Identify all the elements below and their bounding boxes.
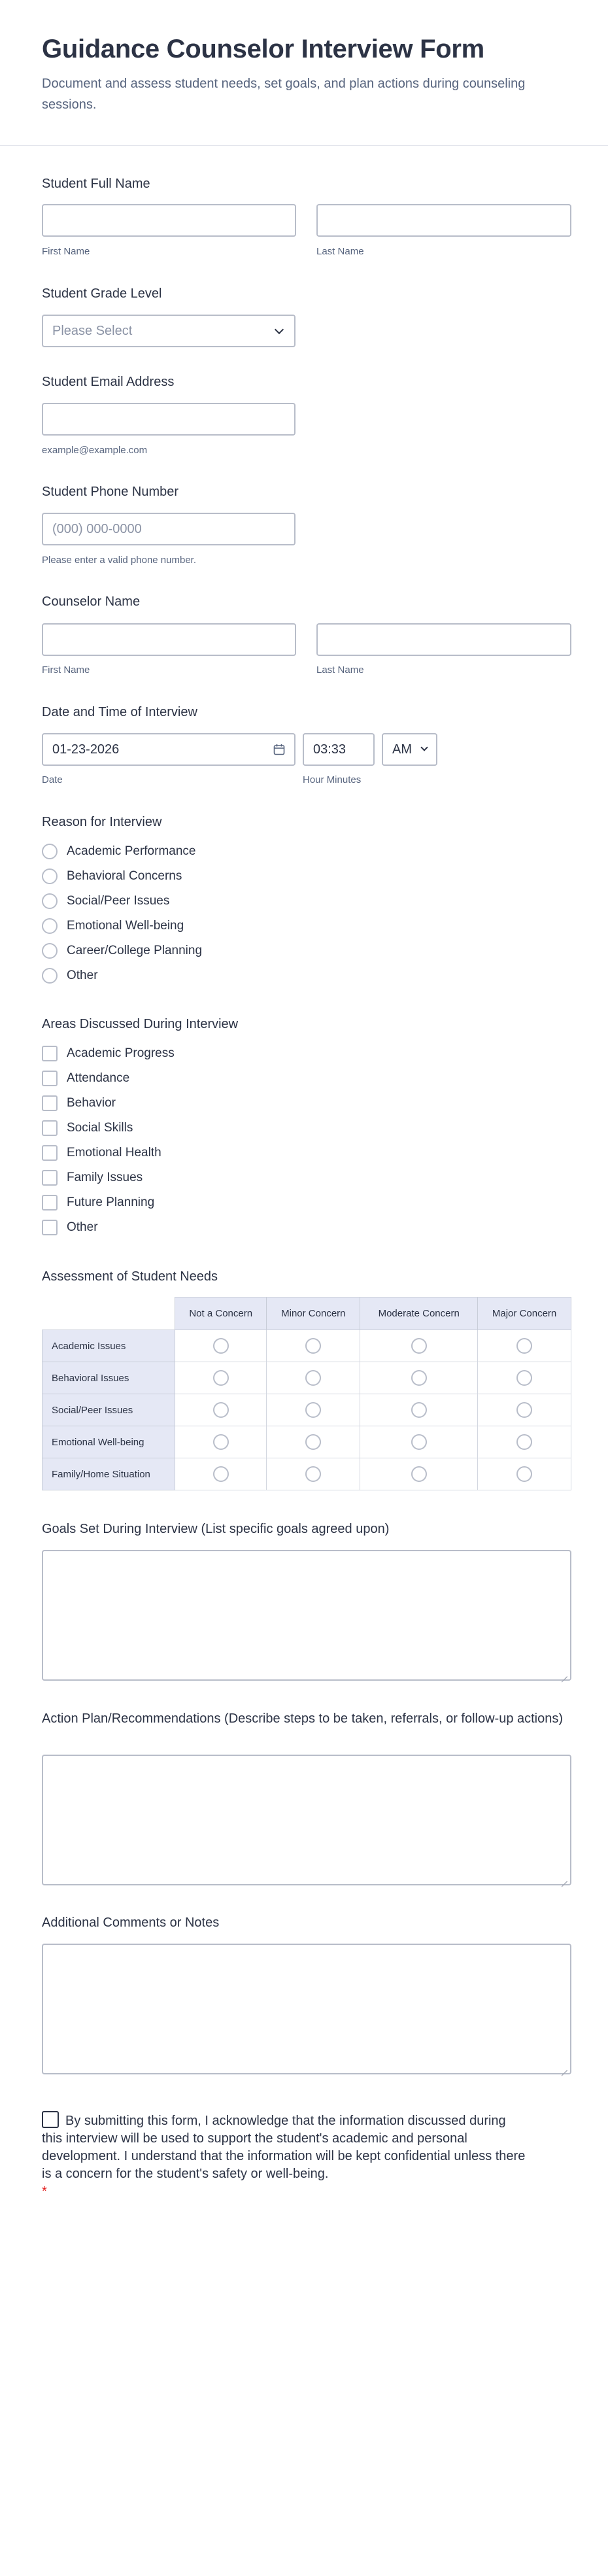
time-sublabel: Hour Minutes — [303, 774, 362, 785]
matrix-radio[interactable] — [411, 1434, 427, 1450]
checkbox-icon[interactable] — [42, 1145, 58, 1161]
resize-handle-icon[interactable] — [561, 1875, 567, 1881]
required-mark: * — [42, 2184, 47, 2199]
matrix-radio[interactable] — [516, 1434, 532, 1450]
resize-handle-icon[interactable] — [561, 1670, 567, 1677]
goals-textarea[interactable] — [42, 1550, 571, 1681]
matrix-radio[interactable] — [411, 1370, 427, 1386]
matrix-radio[interactable] — [213, 1370, 229, 1386]
matrix-row — [42, 1394, 571, 1426]
checkbox-icon[interactable] — [42, 1046, 58, 1061]
matrix-row-label: Social/Peer Issues — [42, 1394, 175, 1426]
checkbox-icon[interactable] — [42, 1095, 58, 1111]
counselor-last-name-sublabel: Last Name — [316, 664, 364, 676]
ampm-select[interactable] — [382, 733, 437, 766]
matrix-radio[interactable] — [305, 1466, 321, 1482]
phone-placeholder: (000) 000-0000 — [52, 521, 142, 536]
date-input[interactable] — [42, 733, 296, 766]
reason-label: Reason for Interview — [42, 815, 162, 829]
student-name-label: Student Full Name — [42, 177, 150, 191]
checkbox-icon[interactable] — [42, 1071, 58, 1086]
matrix-row — [42, 1362, 571, 1394]
counselor-name-label: Counselor Name — [42, 594, 141, 609]
radio-icon[interactable] — [42, 943, 58, 959]
matrix-column-header: Major Concern — [478, 1297, 571, 1330]
form-header — [0, 0, 608, 146]
phone-sublabel: Please enter a valid phone number. — [42, 555, 196, 566]
form-description: Document and assess student needs, set goals, and plan actions during counseling sessions. — [42, 77, 526, 112]
areas-option[interactable]: Family Issues — [42, 1165, 175, 1190]
comments-textarea[interactable] — [42, 1944, 571, 2074]
matrix-radio[interactable] — [411, 1402, 427, 1418]
reason-option[interactable]: Academic Performance — [42, 839, 202, 864]
matrix-radio[interactable] — [305, 1338, 321, 1354]
matrix-radio[interactable] — [411, 1466, 427, 1482]
matrix-row — [42, 1330, 571, 1362]
matrix-radio[interactable] — [213, 1338, 229, 1354]
assessment-matrix — [42, 1297, 571, 1490]
matrix-row — [42, 1458, 571, 1490]
email-input[interactable] — [42, 403, 296, 436]
matrix-radio[interactable] — [411, 1338, 427, 1354]
counselor-first-name-input[interactable] — [42, 623, 296, 656]
student-last-name-sublabel: Last Name — [316, 246, 364, 257]
matrix-column-header: Moderate Concern — [360, 1297, 478, 1330]
calendar-icon[interactable] — [273, 744, 285, 755]
phone-input[interactable] — [42, 513, 296, 545]
matrix-row-label: Behavioral Issues — [42, 1362, 175, 1394]
form-title: Guidance Counselor Interview Form — [42, 35, 484, 63]
reason-option[interactable]: Career/College Planning — [42, 938, 202, 963]
counselor-last-name-input[interactable] — [316, 623, 571, 656]
action-plan-label: Action Plan/Recommendations (Describe steps to be taken, referrals, or follow-up actions) — [42, 1711, 564, 1726]
matrix-radio[interactable] — [516, 1370, 532, 1386]
consent-checkbox[interactable] — [42, 2111, 59, 2128]
matrix-row-label: Family/Home Situation — [42, 1458, 175, 1490]
reason-option[interactable]: Other — [42, 963, 202, 988]
time-input[interactable] — [303, 733, 375, 766]
checkbox-icon[interactable] — [42, 1120, 58, 1136]
radio-icon[interactable] — [42, 918, 58, 934]
matrix-row — [42, 1426, 571, 1458]
chevron-down-icon — [275, 325, 284, 334]
areas-option[interactable]: Behavior — [42, 1091, 175, 1116]
student-first-name-input[interactable] — [42, 204, 296, 237]
date-value: 01-23-2026 — [52, 742, 120, 757]
checkbox-icon[interactable] — [42, 1220, 58, 1235]
matrix-column-header: Minor Concern — [267, 1297, 360, 1330]
reason-options — [42, 839, 202, 988]
chevron-down-icon — [420, 744, 428, 751]
comments-label: Additional Comments or Notes — [42, 1915, 220, 1930]
matrix-radio[interactable] — [305, 1370, 321, 1386]
checkbox-icon[interactable] — [42, 1195, 58, 1211]
email-label: Student Email Address — [42, 375, 175, 389]
matrix-row-label: Academic Issues — [42, 1330, 175, 1362]
matrix-row-label: Emotional Well-being — [42, 1426, 175, 1458]
checkbox-icon[interactable] — [42, 1170, 58, 1186]
matrix-corner — [42, 1297, 175, 1330]
phone-label: Student Phone Number — [42, 485, 179, 499]
radio-icon[interactable] — [42, 893, 58, 909]
reason-option[interactable]: Behavioral Concerns — [42, 864, 202, 889]
matrix-radio[interactable] — [305, 1402, 321, 1418]
time-value: 03:33 — [313, 742, 346, 757]
resize-handle-icon[interactable] — [561, 2064, 567, 2070]
matrix-radio[interactable] — [516, 1338, 532, 1354]
grade-level-placeholder: Please Select — [52, 323, 133, 338]
grade-level-select[interactable] — [42, 315, 296, 347]
matrix-radio[interactable] — [516, 1402, 532, 1418]
areas-option[interactable]: Other — [42, 1215, 175, 1240]
areas-option[interactable]: Social Skills — [42, 1116, 175, 1141]
areas-label: Areas Discussed During Interview — [42, 1017, 239, 1031]
matrix-radio[interactable] — [213, 1402, 229, 1418]
goals-label: Goals Set During Interview (List specific goals agreed upon) — [42, 1522, 390, 1536]
reason-option[interactable]: Social/Peer Issues — [42, 889, 202, 914]
areas-option[interactable]: Academic Progress — [42, 1041, 175, 1066]
matrix-radio[interactable] — [213, 1434, 229, 1450]
date-sublabel: Date — [42, 774, 63, 785]
datetime-label: Date and Time of Interview — [42, 705, 197, 719]
areas-option[interactable]: Attendance — [42, 1066, 175, 1091]
grade-level-label: Student Grade Level — [42, 286, 162, 301]
matrix-radio[interactable] — [516, 1466, 532, 1482]
areas-options — [42, 1041, 175, 1240]
student-first-name-sublabel: First Name — [42, 246, 90, 257]
matrix-radio[interactable] — [213, 1466, 229, 1482]
consent-text: By submitting this form, I acknowledge that the information discussed during this interview will be used to support the student's academic and personal development. I understand that the information will be kept confidential unless there is a concern for the student's safety or well-being. — [42, 2114, 526, 2181]
assessment-label: Assessment of Student Needs — [42, 1269, 218, 1284]
radio-icon[interactable] — [42, 868, 58, 884]
reason-option[interactable]: Emotional Well-being — [42, 914, 202, 938]
radio-icon[interactable] — [42, 844, 58, 859]
matrix-column-header: Not a Concern — [175, 1297, 267, 1330]
areas-option[interactable]: Future Planning — [42, 1190, 175, 1215]
ampm-value: AM — [392, 742, 412, 757]
consent-block — [42, 2111, 526, 2201]
action-plan-textarea[interactable] — [42, 1755, 571, 1885]
areas-option[interactable]: Emotional Health — [42, 1141, 175, 1165]
email-sublabel: example@example.com — [42, 445, 148, 456]
radio-icon[interactable] — [42, 968, 58, 984]
matrix-radio[interactable] — [305, 1434, 321, 1450]
counselor-first-name-sublabel: First Name — [42, 664, 90, 676]
student-last-name-input[interactable] — [316, 204, 571, 237]
